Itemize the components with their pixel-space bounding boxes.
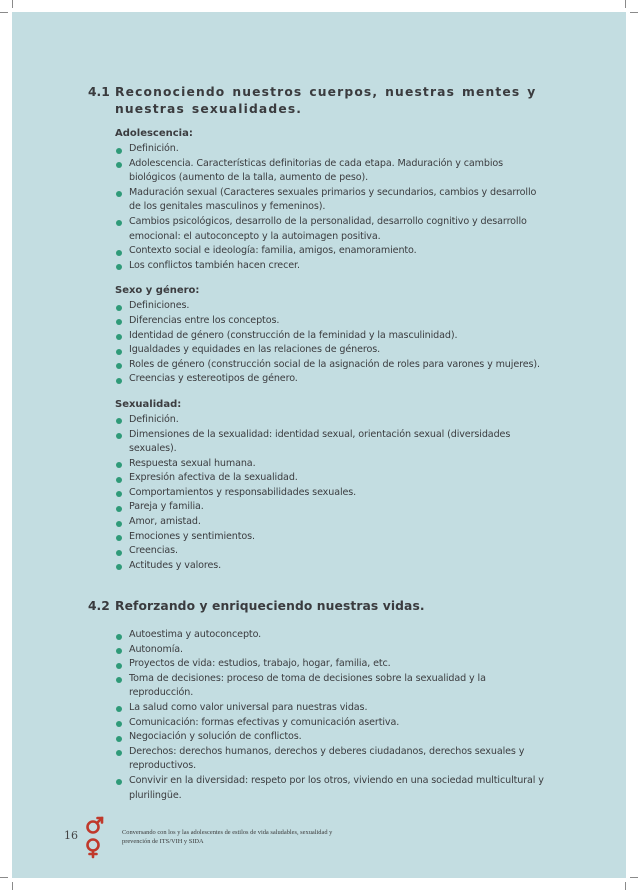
gender-symbols-icon — [82, 815, 106, 859]
bullet-icon — [116, 305, 122, 311]
crop-mark — [625, 882, 626, 890]
bullet-icon — [116, 535, 122, 541]
item-group — [115, 284, 548, 387]
section-groups — [88, 127, 548, 573]
list-item — [115, 259, 548, 274]
list-item — [115, 530, 548, 545]
page-footer — [0, 815, 638, 865]
list-item — [115, 643, 548, 658]
list-item — [115, 628, 548, 643]
item-list — [115, 628, 548, 803]
list-item — [115, 428, 548, 457]
bullet-icon — [116, 319, 122, 325]
bullet-icon — [116, 721, 122, 727]
bullet-icon — [116, 706, 122, 712]
list-item — [115, 486, 548, 501]
list-item-text: Diferencias entre los conceptos. — [129, 314, 280, 326]
list-item-text: Comportamientos y responsabilidades sexuales. — [129, 486, 357, 498]
footer-text: Conversando con los y las adolescentes de estilos de vida saludables, sexualidad y prevención de ITS/VIH y SIDA — [122, 829, 333, 846]
bullet-icon — [116, 634, 122, 640]
list-item — [115, 244, 548, 259]
section-number: 4.2 — [88, 599, 110, 613]
bullet-icon — [116, 191, 122, 197]
group-title: Sexualidad: — [115, 398, 182, 410]
list-item — [115, 500, 548, 515]
list-item — [115, 157, 548, 186]
section-heading — [88, 84, 548, 118]
list-item-text: La salud como valor universal para nuestras vidas. — [129, 701, 368, 713]
list-item — [115, 672, 548, 701]
bullet-icon — [116, 462, 122, 468]
list-item-text: Roles de género (construcción social de la asignación de roles para varones y mujeres). — [129, 358, 540, 370]
list-item-text: Adolescencia. Características definitorias de cada etapa. Maduración y cambios biológicos (aumento de la talla, aumento de peso). — [129, 157, 504, 184]
bullet-icon — [116, 378, 122, 384]
list-item-text: Cambios psicológicos, desarrollo de la personalidad, desarrollo cognitivo y desarrollo emocional: el autoconcepto y la autoimagen positiva. — [129, 215, 527, 242]
bullet-icon — [116, 349, 122, 355]
bullet-icon — [116, 736, 122, 742]
item-group — [115, 398, 548, 574]
section-heading — [88, 598, 548, 615]
item-group — [115, 127, 548, 273]
bullet-icon — [116, 648, 122, 654]
bullet-icon — [116, 363, 122, 369]
list-item — [115, 142, 548, 157]
bullet-icon — [116, 779, 122, 785]
list-item — [115, 186, 548, 215]
crop-mark — [0, 877, 8, 878]
list-item — [115, 701, 548, 716]
list-item — [115, 515, 548, 530]
list-item-text: Maduración sexual (Caracteres sexuales primarios y secundarios, cambios y desarrollo de los genitales masculinos y femeninos). — [129, 186, 537, 213]
list-item-text: Los conflictos también hacen crecer. — [129, 259, 300, 271]
group-title: Adolescencia: — [115, 128, 193, 139]
bullet-icon — [116, 220, 122, 226]
bullet-icon — [116, 162, 122, 168]
bullet-icon — [116, 418, 122, 424]
crop-mark — [0, 12, 8, 13]
section-number: 4.1 — [88, 85, 110, 99]
crop-mark — [12, 0, 13, 8]
bullet-icon — [116, 564, 122, 570]
list-item — [115, 745, 548, 774]
list-item-text: Expresión afectiva de la sexualidad. — [129, 472, 298, 484]
list-item-text: Amor, amistad. — [129, 516, 201, 528]
bullet-icon — [116, 334, 122, 340]
list-item — [115, 657, 548, 672]
list-item-text: Derechos: derechos humanos, derechos y deberes ciudadanos, derechos sexuales y reproductivos. — [129, 745, 525, 772]
list-item-text: Dimensiones de la sexualidad: identidad sexual, orientación sexual (diversidades sexuales). — [129, 428, 511, 455]
list-item — [115, 544, 548, 559]
page-number: 16 — [64, 829, 78, 842]
bullet-icon — [116, 506, 122, 512]
list-item-text: Autoestima y autoconcepto. — [129, 629, 262, 640]
crop-mark — [630, 12, 638, 13]
section-4-2 — [88, 598, 548, 803]
list-item-text: Definición. — [129, 143, 179, 154]
bullet-icon — [116, 250, 122, 256]
list-item — [115, 329, 548, 344]
bullet-icon — [116, 550, 122, 556]
list-item-text: Respuesta sexual humana. — [129, 457, 256, 469]
list-item-text: Identidad de género (construcción de la feminidad y la masculinidad). — [129, 329, 458, 341]
section-title: Reforzando y enriqueciendo nuestras vidas. — [115, 599, 425, 613]
item-group — [115, 628, 548, 803]
list-item — [115, 343, 548, 358]
list-item-text: Comunicación: formas efectivas y comunicación asertiva. — [129, 716, 400, 728]
item-list — [115, 299, 548, 387]
list-item — [115, 457, 548, 472]
list-item-text: Negociación y solución de conflictos. — [129, 731, 302, 743]
bullet-icon — [116, 148, 122, 154]
list-item — [115, 314, 548, 329]
list-item-text: Creencias. — [129, 545, 178, 557]
bullet-icon — [116, 663, 122, 669]
bullet-icon — [116, 521, 122, 527]
list-item — [115, 559, 548, 574]
list-item-text: Igualdades y equidades en las relaciones de géneros. — [129, 344, 381, 356]
list-item-text: Contexto social e ideología: familia, amigos, enamoramiento. — [129, 245, 417, 257]
item-list — [115, 413, 548, 574]
section-4-1 — [88, 84, 548, 573]
list-item-text: Pareja y familia. — [129, 501, 204, 513]
list-item — [115, 730, 548, 745]
list-item-text: Toma de decisiones: proceso de toma de decisiones sobre la sexualidad y la reproducción. — [129, 672, 486, 699]
list-item — [115, 215, 548, 244]
list-item-text: Autonomía. — [129, 643, 183, 655]
list-item — [115, 774, 548, 803]
bullet-icon — [116, 491, 122, 497]
bullet-icon — [116, 677, 122, 683]
list-item-text: Creencias y estereotipos de género. — [129, 373, 298, 385]
crop-mark — [625, 0, 626, 8]
bullet-icon — [116, 750, 122, 756]
section-title: Reconociendo nuestros cuerpos, nuestras mentes y nuestras sexualidades. — [115, 85, 537, 116]
list-item-text: Emociones y sentimientos. — [129, 530, 255, 542]
list-item — [115, 413, 548, 428]
bullet-icon — [116, 264, 122, 270]
group-title: Sexo y género: — [115, 285, 200, 297]
list-item — [115, 716, 548, 731]
crop-mark — [12, 882, 13, 890]
list-item-text: Definiciones. — [129, 300, 190, 312]
crop-mark — [630, 877, 638, 878]
list-item-text: Definición. — [129, 413, 179, 425]
list-item — [115, 372, 548, 387]
list-item-text: Convivir en la diversidad: respeto por los otros, viviendo en una sociedad multicultural y plurilingüe. — [129, 774, 544, 801]
list-item — [115, 299, 548, 314]
item-list — [115, 142, 548, 273]
list-item-text: Proyectos de vida: estudios, trabajo, hogar, familia, etc. — [129, 658, 391, 670]
bullet-icon — [116, 433, 122, 439]
bullet-icon — [116, 477, 122, 483]
list-item — [115, 471, 548, 486]
list-item-text: Actitudes y valores. — [129, 559, 222, 571]
list-item — [115, 358, 548, 373]
